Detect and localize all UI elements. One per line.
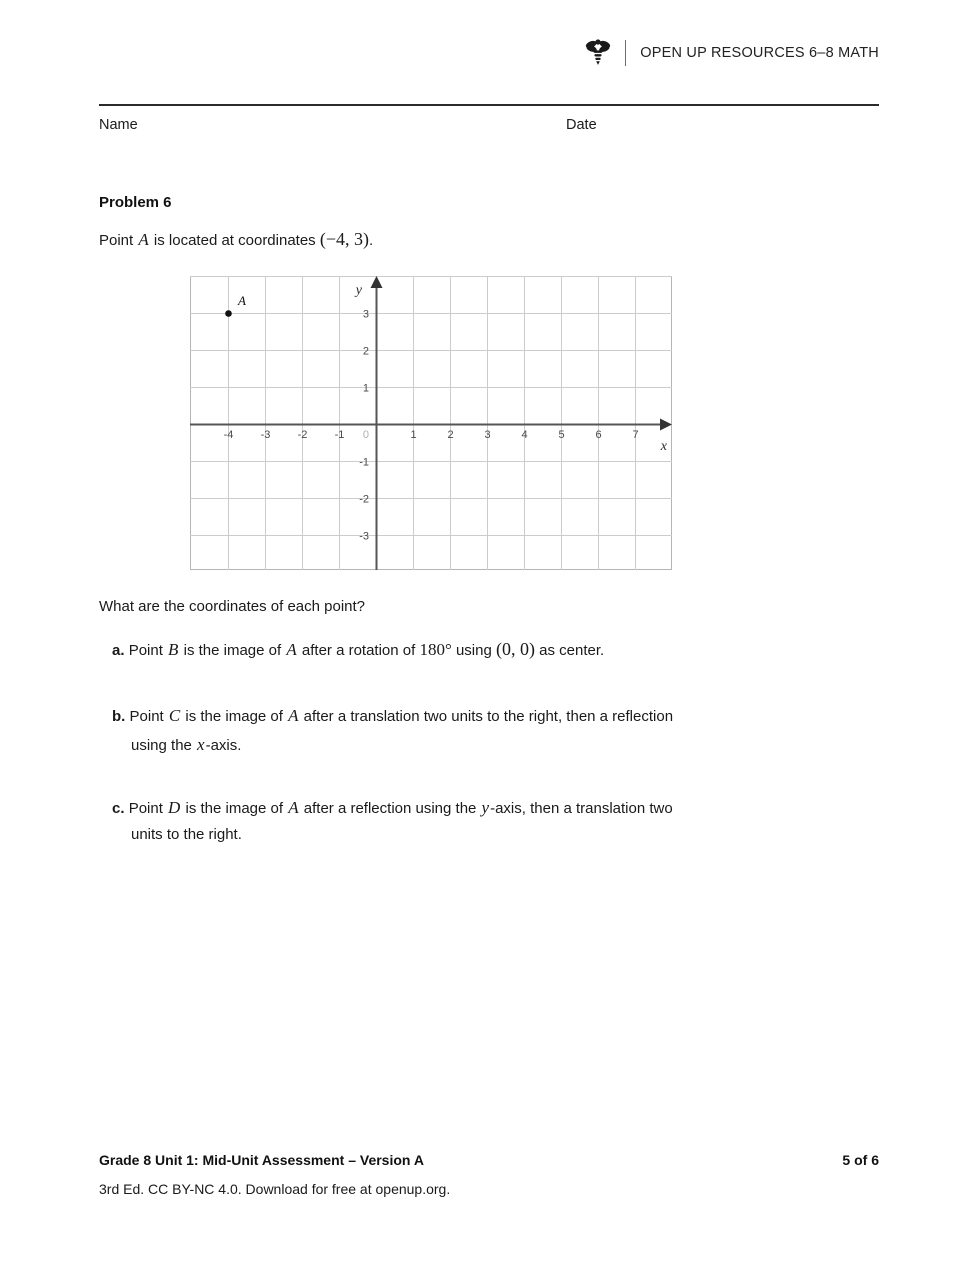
svg-text:-2: -2: [297, 429, 308, 441]
item-b-text-3: after a translation two units to the right, then a reflection: [299, 708, 674, 725]
y-axis-label: y: [355, 283, 362, 298]
header-title: OPEN UP RESOURCES 6–8 MATH: [640, 45, 879, 61]
svg-text:-1: -1: [359, 456, 369, 469]
plotted-point-a: [225, 310, 232, 317]
problem-point-variable: A: [138, 230, 149, 249]
item-b-line-1: [112, 701, 772, 730]
item-c-text-4: -axis, then a translation two: [490, 800, 673, 817]
name-date-rule: [99, 104, 879, 106]
problem-statement-pre: Point: [99, 232, 138, 249]
problem-statement: [99, 229, 373, 250]
origin-label: 0: [362, 429, 369, 441]
svg-text:6: 6: [595, 429, 602, 441]
svg-text:3: 3: [362, 308, 369, 321]
item-b-var-c: C: [168, 706, 181, 725]
svg-text:1: 1: [362, 382, 369, 395]
item-c-var-d: D: [168, 798, 181, 817]
item-a-text-1: Point: [128, 642, 168, 659]
footer-page-number: 5 of 6: [842, 1152, 879, 1168]
x-axis-label: x: [660, 439, 667, 454]
item-a-text-5: as center.: [534, 642, 605, 659]
grid-frame: [191, 277, 672, 570]
page-header: [585, 38, 879, 68]
item-c-var-a: A: [288, 798, 299, 817]
item-c-line-2: [112, 822, 772, 848]
item-b-text-4: using the: [131, 737, 197, 755]
item-label-c: c.: [112, 800, 125, 817]
svg-text:-2: -2: [359, 493, 369, 506]
item-c-var-y: y: [481, 798, 490, 817]
problem-coordinates: (−4, 3): [319, 229, 369, 249]
item-body-a: [128, 639, 605, 659]
svg-text:-3: -3: [260, 429, 271, 441]
footer-subtitle: 3rd Ed. CC BY-NC 4.0. Download for free at openup.org.: [99, 1181, 451, 1197]
item-b-text-1: Point: [129, 708, 168, 725]
problem-statement-end: .: [369, 232, 374, 249]
svg-text:-3: -3: [359, 530, 369, 543]
item-a-angle: 180°: [419, 640, 452, 659]
list-item: [112, 701, 772, 759]
page-title: Problem 6: [99, 194, 172, 211]
svg-text:-1: -1: [334, 429, 345, 441]
date-label: Date: [566, 117, 597, 133]
item-a-text-2: is the image of: [179, 642, 286, 659]
coordinate-plane-svg: [190, 276, 672, 570]
svg-text:7: 7: [632, 429, 639, 441]
bee-icon: [585, 38, 611, 68]
svg-text:3: 3: [484, 429, 491, 441]
header-divider: [625, 40, 626, 66]
item-b-line-2: [112, 730, 772, 759]
svg-text:-4: -4: [223, 429, 234, 441]
item-c-line-1: [112, 793, 772, 822]
item-a-var-b: B: [168, 640, 179, 659]
footer-title: Grade 8 Unit 1: Mid-Unit Assessment – Version A: [99, 1152, 424, 1168]
item-c-text-5: units to the right.: [131, 826, 242, 844]
svg-text:1: 1: [410, 429, 417, 441]
item-a-text-4: using: [451, 642, 496, 659]
item-c-text-3: after a reflection using the: [299, 800, 481, 817]
svg-text:2: 2: [447, 429, 454, 441]
item-b-text-2: is the image of: [181, 708, 288, 725]
problem-statement-mid: is located at coordinates: [149, 232, 320, 249]
item-label-a: a.: [112, 642, 125, 659]
svg-text:5: 5: [558, 429, 565, 441]
name-label: Name: [99, 117, 138, 133]
item-label-b: b.: [112, 708, 126, 725]
coordinate-plane: [190, 276, 672, 570]
item-a-center: (0, 0): [495, 639, 535, 659]
svg-text:4: 4: [521, 429, 528, 441]
item-a-var-a: A: [286, 640, 297, 659]
question-prompt: What are the coordinates of each point?: [99, 598, 366, 615]
plotted-point-a-label: A: [238, 293, 246, 308]
item-b-var-x: x: [197, 735, 205, 755]
item-b-text-5: -axis.: [205, 737, 242, 755]
list-item: [112, 634, 772, 665]
list-item: [112, 793, 772, 848]
svg-text:2: 2: [362, 345, 369, 358]
item-a-text-3: after a rotation of: [297, 642, 420, 659]
item-c-text-1: Point: [128, 800, 168, 817]
item-c-text-2: is the image of: [181, 800, 288, 817]
item-b-var-a: A: [288, 706, 299, 725]
